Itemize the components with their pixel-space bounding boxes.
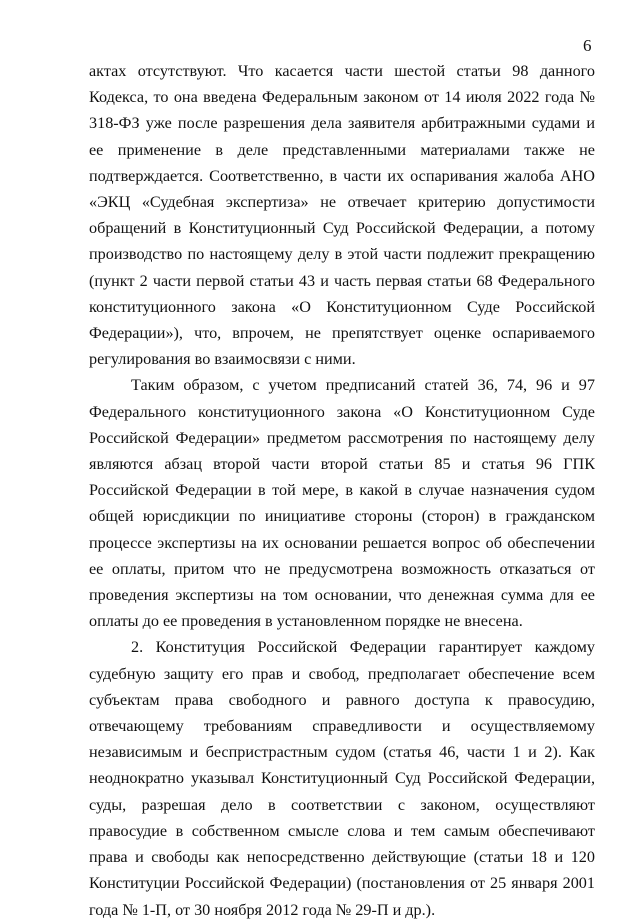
- paragraph-continuation: актах отсутствуют. Что касается части шестой статьи 98 данного Кодекса, то она введена Федеральным законом от 14 июля 2022 года № 318-ФЗ уже после разрешения дела заявителя арбитражными судами и ее применение в деле представленными материалами также не подтверждается. Соответственно, в части их оспаривания жалоба АНО «ЭКЦ «Судебная экспертиза» не отвечает критерию допустимости обращений в Конституционный Суд Российской Федерации, а потому производство по настоящему делу в этой части подлежит прекращению (пункт 2 части первой статьи 43 и часть первая статьи 68 Федерального конституционного закона «О Конституционном Суде Российской Федерации»), что, впрочем, не препятствует оценке оспариваемого регулирования во взаимосвязи с ними.: [89, 62, 595, 369]
- paragraph-section-2: 2. Конституция Российской Федерации гарантирует каждому судебную защиту его прав и свобод, предполагает обеспечение всем субъектам права свободного и равного доступа к правосудию, отвечающему требованиям справедливости и осуществляемому независимым и беспристрастным судом (статья 46, части 1 и 2). Как неоднократно указывал Конституционный Суд Российской Федерации, суды, разрешая дело в соответствии с законом, осуществляют правосудие в собственном смысле слова и тем самым обеспечивают права и свободы как непосредственно действующие (статьи 18 и 120 Конституции Российской Федерации) (постановления от 25 января 2001 года № 1-П, от 30 ноября 2012 года № 29-П и др.).: [89, 638, 595, 919]
- page-number: 6: [583, 36, 592, 55]
- document-body: [89, 58, 595, 923]
- paragraph-subject-of-review: Таким образом, с учетом предписаний статей 36, 74, 96 и 97 Федерального конституционного закона «О Конституционном Суде Российской Федерации» предметом рассмотрения по настоящему делу являются абзац второй части второй статьи 85 и статья 96 ГПК Российской Федерации в той мере, в какой в случае назначения судом общей юрисдикции по инициативе стороны (сторон) в гражданском процессе экспертизы на их основании решается вопрос об обеспечении ее оплаты, притом что не предусмотрена возможность отказаться от проведения экспертизы на том основании, что денежная сумма для ее оплаты до ее проведения в установленном порядке не внесена.: [89, 376, 595, 631]
